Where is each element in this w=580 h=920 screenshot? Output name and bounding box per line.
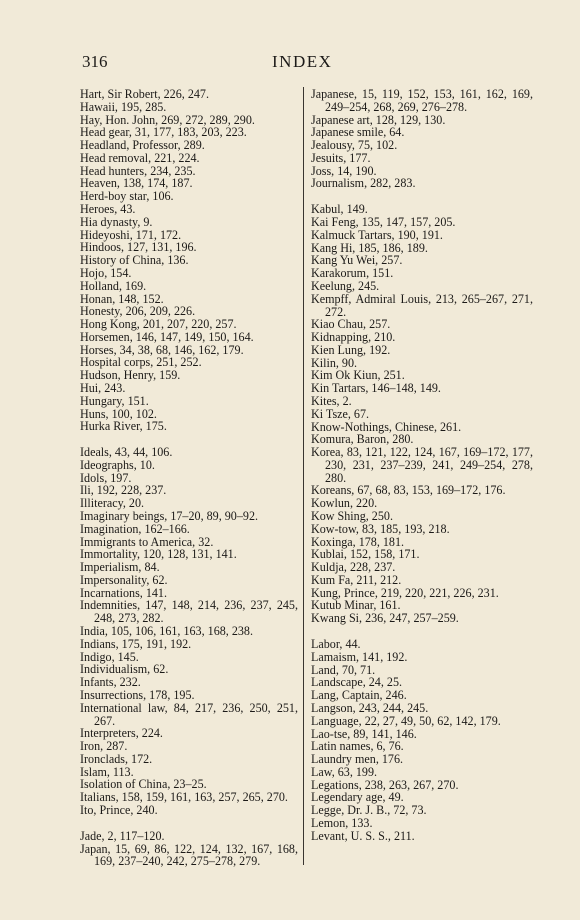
index-entry: Headland, Professor, 289.: [80, 138, 205, 153]
index-entry: Isolation of China, 23–25.: [80, 777, 207, 792]
index-entry: Holland, 169.: [80, 278, 147, 293]
index-entry: Horsemen, 146, 147, 149, 150, 164.: [80, 329, 254, 344]
index-entry: Hay, Hon. John, 269, 272, 289, 290.: [80, 112, 255, 127]
index-entry: Komura, Baron, 280.: [311, 432, 414, 447]
index-entry: Joss, 14, 190.: [311, 163, 377, 178]
index-entry: Kempff, Admiral Louis, 213, 265–267, 271, 272.: [311, 291, 533, 319]
index-entry: Hart, Sir Robert, 226, 247.: [80, 87, 209, 101]
index-entry: Illiteracy, 20.: [80, 496, 145, 511]
index-entry: Imperialism, 84.: [80, 560, 160, 575]
index-column-right: [311, 88, 533, 843]
index-entry: Ili, 192, 228, 237.: [80, 483, 167, 498]
index-entry: Ki Tsze, 67.: [311, 406, 370, 421]
index-entry: Kowlun, 220.: [311, 496, 378, 511]
index-entry: Koxinga, 178, 181.: [311, 534, 405, 549]
index-entry: Idols, 197.: [80, 470, 132, 485]
index-entry: Hideyoshi, 171, 172.: [80, 227, 182, 242]
index-entry: Japanese art, 128, 129, 130.: [311, 112, 446, 127]
index-entry: Head gear, 31, 177, 183, 203, 223.: [80, 125, 247, 140]
index-entry: Kites, 2.: [311, 393, 352, 408]
index-entry: Hindoos, 127, 131, 196.: [80, 240, 197, 255]
index-entry: Hong Kong, 201, 207, 220, 257.: [80, 317, 237, 332]
index-entry: Kalmuck Tartars, 190, 191.: [311, 227, 443, 242]
index-entry: Journalism, 282, 283.: [311, 176, 416, 191]
index-entry: Islam, 113.: [80, 764, 134, 779]
index-entry: Ito, Prince, 240.: [80, 802, 158, 817]
index-entry: Lemon, 133.: [311, 815, 373, 830]
index-column-left: [80, 88, 298, 868]
index-entry: Karakorum, 151.: [311, 266, 394, 281]
index-entry: International law, 84, 217, 236, 250, 251, 267.: [80, 700, 298, 728]
index-entry: Lao-tse, 89, 141, 146.: [311, 726, 417, 741]
index-entry: Korea, 83, 121, 122, 124, 167, 169–172, 177, 230, 231, 237–239, 241, 249–254, 278, 280.: [311, 445, 533, 485]
index-entry: Kien Lung, 192.: [311, 342, 391, 357]
index-entry: Individualism, 62.: [80, 662, 169, 677]
index-entry: Kow Shing, 250.: [311, 509, 393, 523]
index-entry: Koreans, 67, 68, 83, 153, 169–172, 176.: [311, 483, 506, 498]
column-divider: [303, 87, 304, 865]
index-entry: Labor, 44.: [311, 637, 361, 652]
index-entry: Hojo, 154.: [80, 265, 132, 280]
index-entry: Japanese, 15, 119, 152, 153, 161, 162, 169, 249–254, 268, 269, 276–278.: [311, 87, 533, 114]
index-entry: Ironclads, 172.: [80, 751, 153, 766]
index-entry: Kang Yu Wei, 257.: [311, 253, 403, 268]
index-entry: Kutub Minar, 161.: [311, 598, 401, 613]
index-entry: Japanese smile, 64.: [311, 125, 405, 140]
index-entry: Kiao Chau, 257.: [311, 317, 391, 332]
index-entry: Insurrections, 178, 195.: [80, 687, 195, 702]
page-number: 316: [82, 52, 108, 71]
index-entry: Head removal, 221, 224.: [80, 150, 200, 165]
index-entry: Law, 63, 199.: [311, 764, 378, 779]
index-entry: Hawaii, 195, 285.: [80, 99, 167, 114]
index-entry: Ideals, 43, 44, 106.: [80, 445, 173, 460]
index-entry: Kang Hi, 185, 186, 189.: [311, 240, 428, 255]
index-entry: Kilin, 90.: [311, 355, 358, 370]
index-entry: Lamaism, 141, 192.: [311, 649, 408, 664]
index-entry: Kublai, 152, 158, 171.: [311, 547, 420, 562]
index-entry: History of China, 136.: [80, 253, 189, 268]
index-entry: Heaven, 138, 174, 187.: [80, 176, 193, 191]
index-entry: Honesty, 206, 209, 226.: [80, 304, 196, 319]
index-entry: Indigo, 145.: [80, 649, 139, 664]
index-entry: Hurka River, 175.: [80, 419, 167, 434]
index-entry: Honan, 148, 152.: [80, 291, 164, 306]
index-entry: Imagination, 162–166.: [80, 521, 190, 536]
index-entry: Language, 22, 27, 49, 50, 62, 142, 179.: [311, 713, 501, 728]
index-entry: Japan, 15, 69, 86, 122, 124, 132, 167, 168, 169, 237–240, 242, 275–278, 279.: [80, 841, 298, 869]
index-entry: Impersonality, 62.: [80, 572, 168, 587]
index-entry: Legendary age, 49.: [311, 790, 404, 805]
index-entry: Latin names, 6, 76.: [311, 739, 404, 754]
index-entry: Jealousy, 75, 102.: [311, 138, 398, 153]
index-entry: Kow-tow, 83, 185, 193, 218.: [311, 521, 450, 536]
index-entry: Kuldja, 228, 237.: [311, 560, 396, 575]
index-entry: Kin Tartars, 146–148, 149.: [311, 381, 441, 396]
section-gap: [80, 817, 298, 830]
index-entry: Iron, 287.: [80, 739, 128, 754]
index-entry: Kim Ok Kiun, 251.: [311, 368, 405, 383]
index-entry: Immigrants to America, 32.: [80, 534, 214, 549]
index-entry: Huns, 100, 102.: [80, 406, 157, 421]
index-entry: Legge, Dr. J. B., 72, 73.: [311, 803, 427, 818]
index-entry: Herd-boy star, 106.: [80, 189, 174, 204]
index-entry: Imaginary beings, 17–20, 89, 90–92.: [80, 509, 259, 523]
index-entry: Kabul, 149.: [311, 202, 368, 217]
page-title: INDEX: [272, 52, 333, 71]
index-entry: Hui, 243.: [80, 380, 126, 395]
index-entry: Landscape, 24, 25.: [311, 675, 403, 690]
index-entry: Kum Fa, 211, 212.: [311, 572, 402, 587]
index-entry: Head hunters, 234, 235.: [80, 163, 196, 178]
index-entry: Infants, 232.: [80, 675, 141, 690]
index-entry: Italians, 158, 159, 161, 163, 257, 265, 270.: [80, 790, 288, 805]
index-entry: Hudson, Henry, 159.: [80, 368, 181, 383]
index-entry: Hia dynasty, 9.: [80, 214, 153, 229]
index-entry: Interpreters, 224.: [80, 726, 163, 741]
index-entry: Indians, 175, 191, 192.: [80, 636, 192, 651]
index-entry: Kung, Prince, 219, 220, 221, 226, 231.: [311, 585, 499, 600]
index-entry: Incarnations, 141.: [80, 585, 167, 600]
index-entry: Land, 70, 71.: [311, 662, 376, 677]
index-entry: Hungary, 151.: [80, 393, 149, 408]
index-entry: Lang, Captain, 246.: [311, 688, 407, 703]
index-entry: Legations, 238, 263, 267, 270.: [311, 777, 459, 792]
index-entry: Immortality, 120, 128, 131, 141.: [80, 547, 237, 562]
index-entry: Horses, 34, 38, 68, 146, 162, 179.: [80, 342, 244, 357]
index-entry: Levant, U. S. S., 211.: [311, 828, 415, 843]
index-entry: Heroes, 43.: [80, 202, 136, 217]
index-entry: Jesuits, 177.: [311, 150, 371, 165]
index-entry: Know-Nothings, Chinese, 261.: [311, 419, 462, 434]
index-entry: Kwang Si, 236, 247, 257–259.: [311, 611, 459, 626]
index-entry: Jade, 2, 117–120.: [80, 828, 165, 843]
index-entry: Indemnities, 147, 148, 214, 236, 237, 245, 248, 273, 282.: [80, 598, 298, 626]
index-entry: Keelung, 245.: [311, 278, 380, 293]
index-entry: Kidnapping, 210.: [311, 330, 396, 345]
index-entry: Laundry men, 176.: [311, 752, 404, 767]
index-entry: Kai Feng, 135, 147, 157, 205.: [311, 215, 456, 230]
index-entry: Langson, 243, 244, 245.: [311, 700, 429, 715]
index-entry: Hospital corps, 251, 252.: [80, 355, 202, 370]
index-entry: India, 105, 106, 161, 163, 168, 238.: [80, 624, 253, 639]
index-entry: Ideographs, 10.: [80, 457, 155, 472]
